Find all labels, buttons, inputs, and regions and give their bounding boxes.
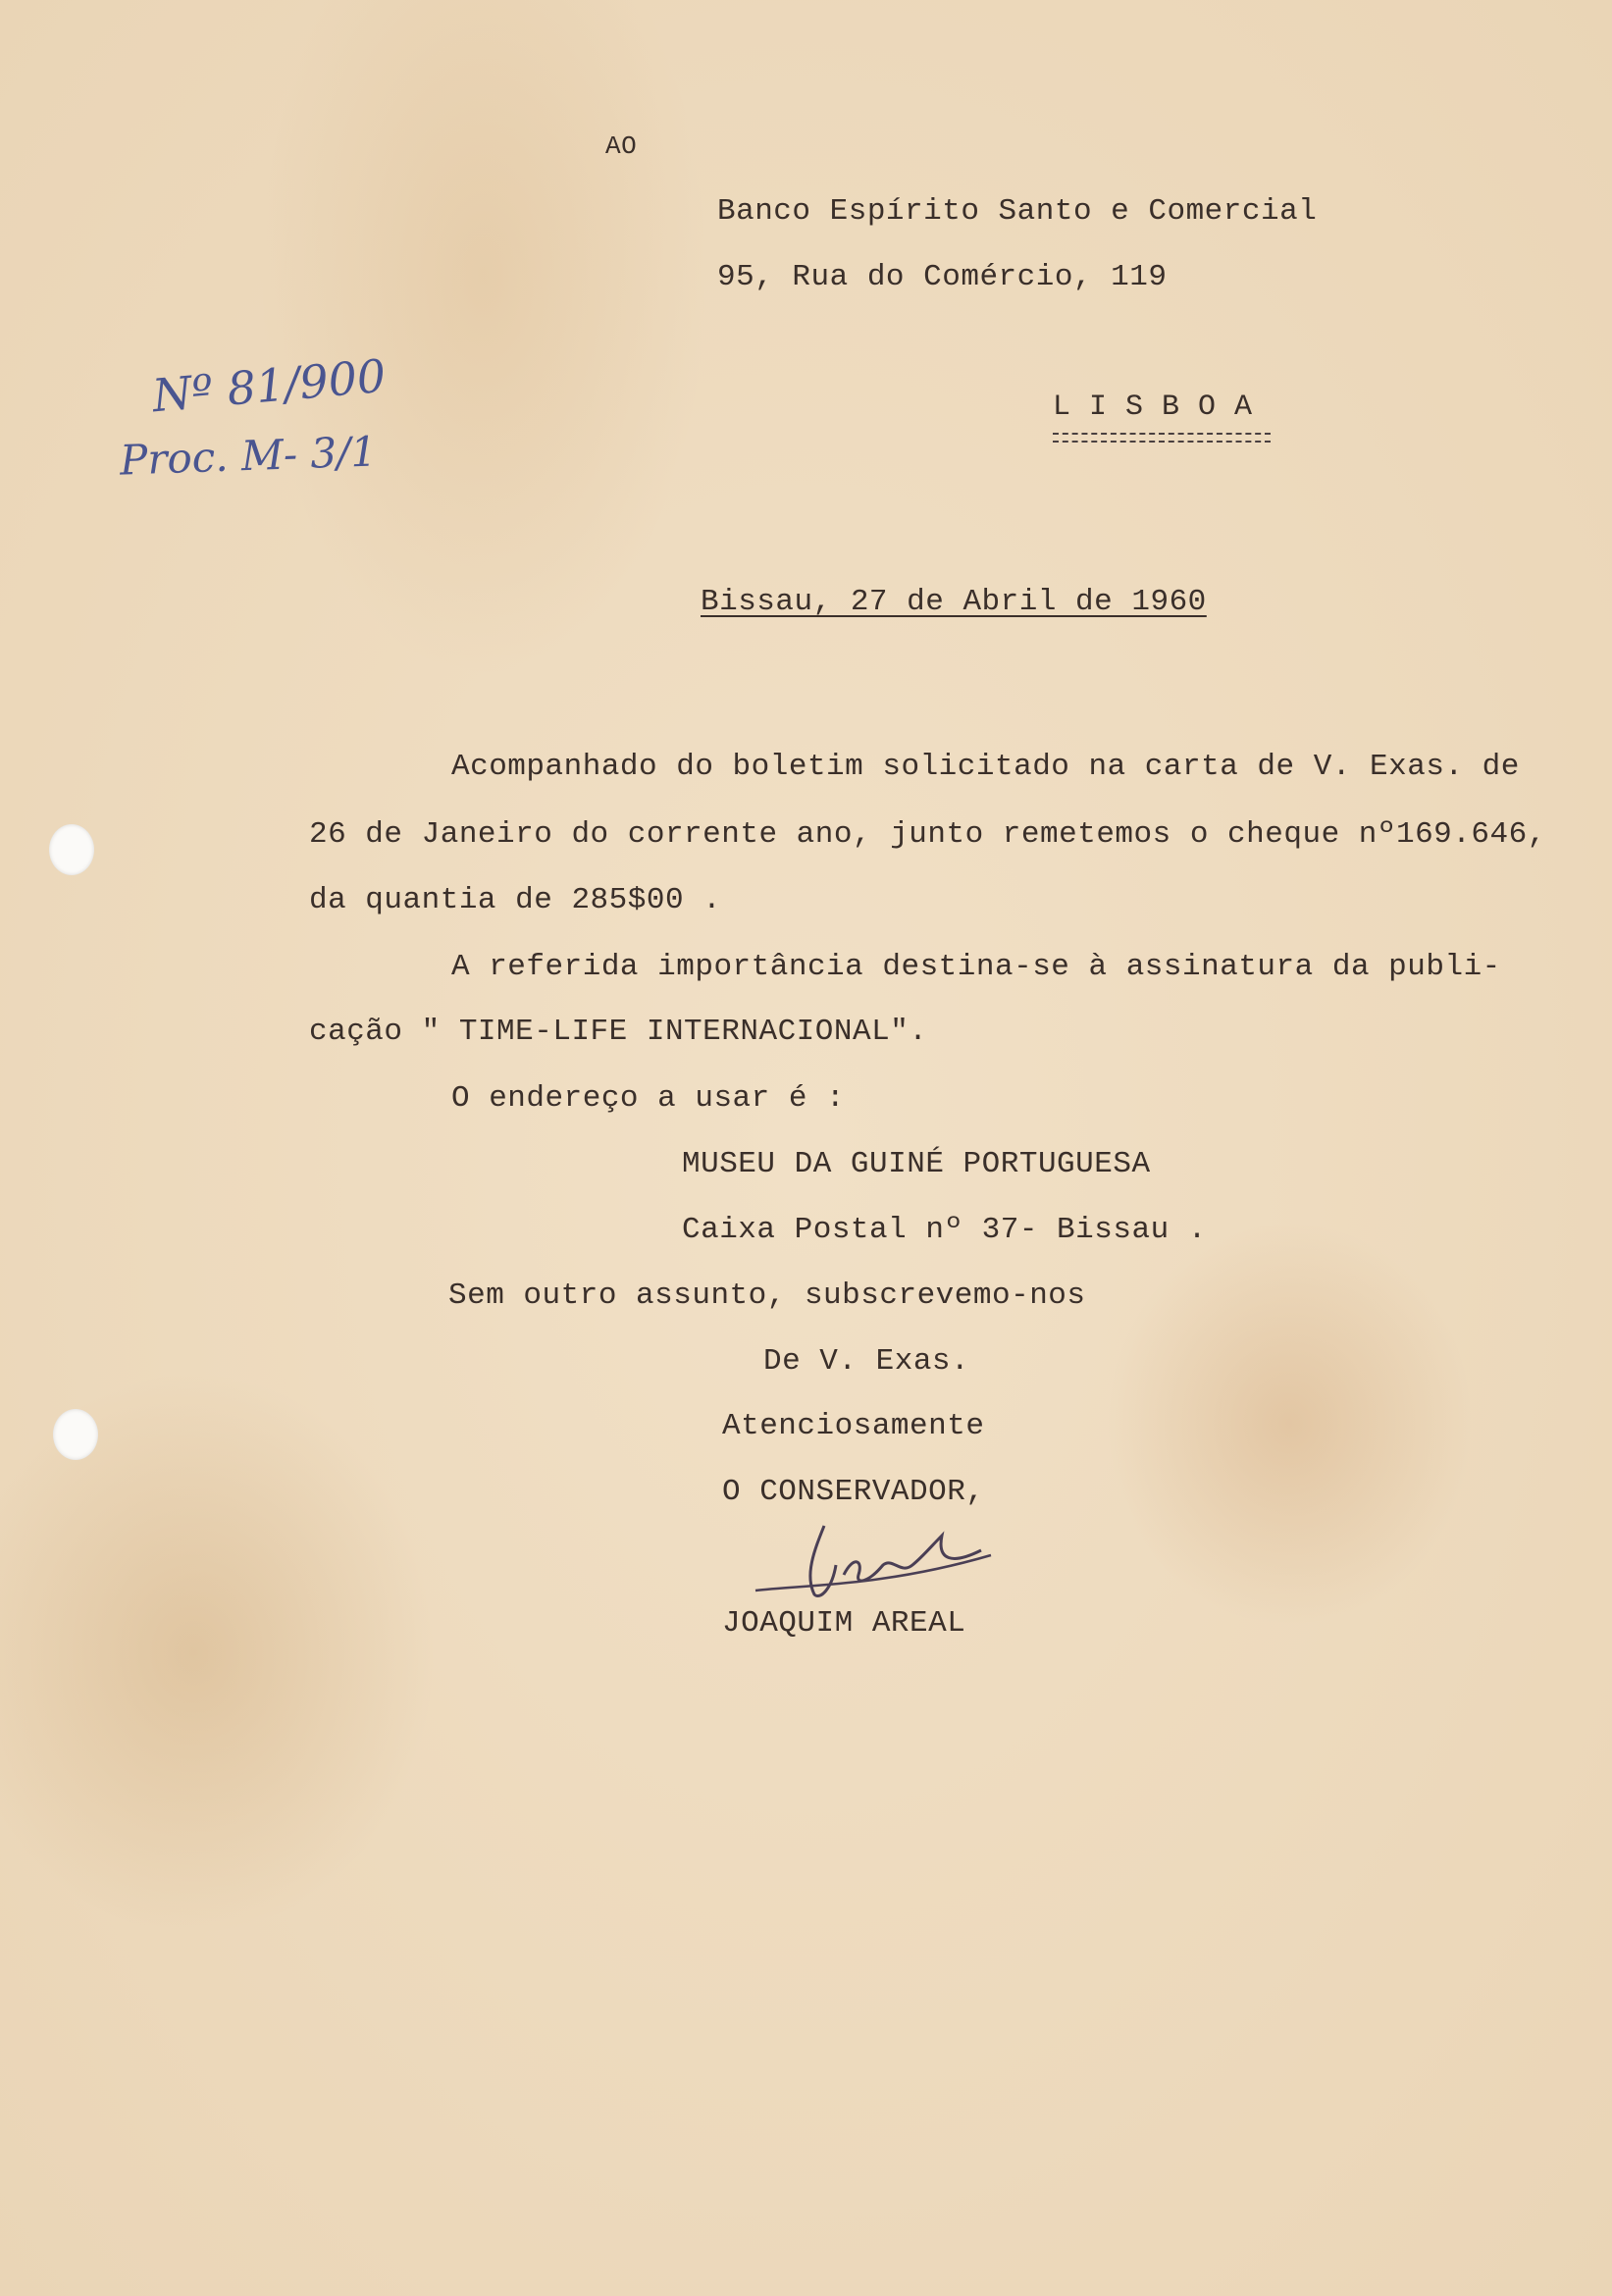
handwritten-ref-number: Nº 81/900 (150, 348, 389, 423)
salutation: AO (605, 131, 638, 161)
closing-line1: Sem outro assunto, subscrevemo-nos (448, 1278, 1086, 1313)
recipient-city: L I S B O A (1053, 391, 1253, 424)
recipient-address: 95, Rua do Comércio, 119 (717, 260, 1168, 294)
punch-hole-top (49, 824, 94, 875)
handwritten-process-ref: Proc. M- 3/1 (119, 427, 378, 485)
recipient-name: Banco Espírito Santo e Comercial (717, 194, 1318, 229)
body-p3-line1: O endereço a usar é : (451, 1081, 846, 1116)
punch-hole-bottom (53, 1409, 98, 1460)
signer-name: JOAQUIM AREAL (722, 1606, 966, 1641)
body-p1-line3: da quantia de 285$00 . (309, 883, 722, 917)
closing-line3: Atenciosamente (722, 1409, 985, 1443)
signer-title: O CONSERVADOR, (722, 1475, 985, 1509)
address-line1: MUSEU DA GUINÉ PORTUGUESA (682, 1147, 1151, 1181)
body-p1-line1: Acompanhado do boletim solicitado na carta de V. Exas. de (451, 750, 1520, 784)
handwritten-signature (746, 1506, 1001, 1614)
body-p1-line2: 26 de Janeiro do corrente ano, junto remetemos o cheque nº169.646, (309, 817, 1546, 852)
city-double-underline (1053, 433, 1271, 443)
address-line2: Caixa Postal nº 37- Bissau . (682, 1213, 1207, 1247)
closing-line2: De V. Exas. (763, 1344, 970, 1379)
body-p2-line2: cação " TIME-LIFE INTERNACIONAL". (309, 1015, 928, 1049)
body-p2-line1: A referida importância destina-se à assinatura da publi- (451, 950, 1501, 984)
date-line: Bissau, 27 de Abril de 1960 (701, 585, 1207, 619)
